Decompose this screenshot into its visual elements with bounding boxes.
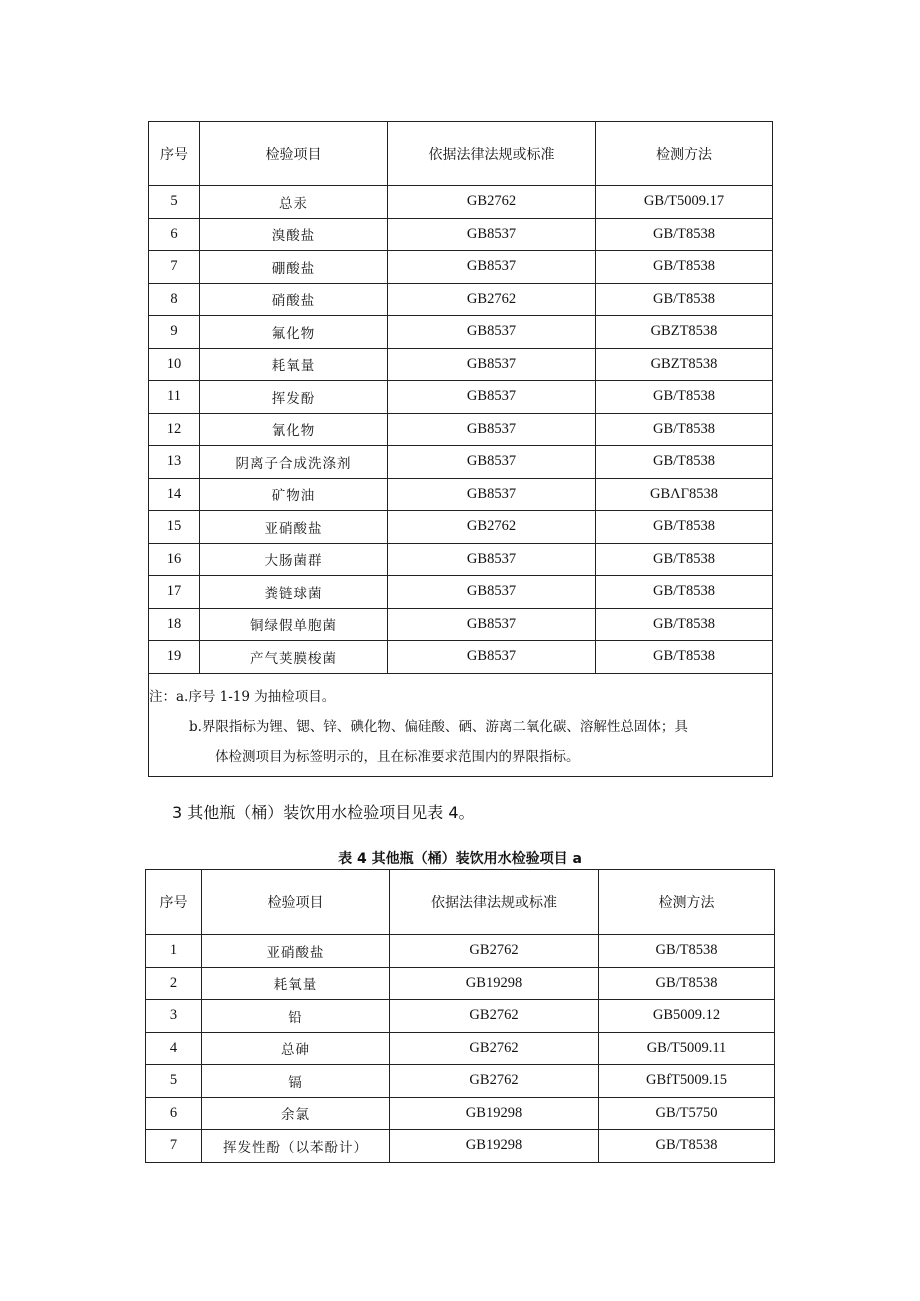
- cell-standard: GB8537: [388, 576, 596, 609]
- table-row: [149, 641, 773, 674]
- cell-item: 氰化物: [200, 413, 388, 446]
- cell-standard: GB2762: [390, 1032, 599, 1065]
- cell-method: GBfT5009.15: [599, 1065, 775, 1098]
- cell-method: GB/T8538: [599, 1130, 775, 1163]
- cell-item: 总砷: [202, 1032, 390, 1065]
- table-row: [149, 186, 773, 219]
- table-row: [149, 283, 773, 316]
- cell-seq: 17: [149, 576, 200, 609]
- cell-seq: 5: [146, 1065, 202, 1098]
- table-row: [149, 348, 773, 381]
- cell-standard: GB19298: [390, 967, 599, 1000]
- cell-seq: 7: [149, 251, 200, 284]
- cell-standard: GB8537: [388, 316, 596, 349]
- table-body: [146, 935, 775, 1163]
- cell-standard: GB2762: [390, 1065, 599, 1098]
- header-item: 检验项目: [202, 870, 390, 935]
- cell-method: GB/T5009.17: [596, 186, 773, 219]
- table-row: [149, 446, 773, 479]
- cell-seq: 10: [149, 348, 200, 381]
- cell-item: 耗氧量: [202, 967, 390, 1000]
- cell-item: 镉: [202, 1065, 390, 1098]
- table-row: [149, 608, 773, 641]
- cell-standard: GB2762: [388, 186, 596, 219]
- cell-seq: 16: [149, 543, 200, 576]
- table-note: [149, 673, 773, 776]
- cell-item: 矿物油: [200, 478, 388, 511]
- header-item: 检验项目: [200, 122, 388, 186]
- note-row: [149, 673, 773, 776]
- cell-standard: GB2762: [388, 511, 596, 544]
- cell-method: GB/T5009.11: [599, 1032, 775, 1065]
- cell-item: 产气荚膜梭菌: [200, 641, 388, 674]
- table-row: [146, 1097, 775, 1130]
- cell-standard: GB19298: [390, 1130, 599, 1163]
- header-method: 检测方法: [599, 870, 775, 935]
- cell-method: GB/T8538: [599, 967, 775, 1000]
- cell-method: GBZT8538: [596, 348, 773, 381]
- header-standard: 依据法律法规或标准: [390, 870, 599, 935]
- note-line-b-cont: 体检测项目为标签明示的，且在标准要求范围内的界限指标。: [215, 748, 580, 765]
- cell-method: GB/T8538: [596, 381, 773, 414]
- cell-seq: 3: [146, 1000, 202, 1033]
- table-row: [149, 251, 773, 284]
- cell-item: 阴离子合成洗涤剂: [200, 446, 388, 479]
- cell-standard: GB8537: [388, 218, 596, 251]
- cell-item: 挥发性酚（以苯酚计）: [202, 1130, 390, 1163]
- cell-seq: 1: [146, 935, 202, 968]
- table-row: [146, 1065, 775, 1098]
- table-row: [146, 1130, 775, 1163]
- cell-method: GBΛΓ8538: [596, 478, 773, 511]
- table-row: [146, 935, 775, 968]
- cell-seq: 12: [149, 413, 200, 446]
- cell-standard: GB8537: [388, 413, 596, 446]
- table-row: [149, 543, 773, 576]
- table-row: [149, 576, 773, 609]
- cell-item: 溴酸盐: [200, 218, 388, 251]
- inspection-items-table-4: [145, 869, 775, 1163]
- cell-standard: GB8537: [388, 381, 596, 414]
- table-row: [149, 511, 773, 544]
- table-body: [149, 186, 773, 674]
- cell-seq: 13: [149, 446, 200, 479]
- cell-method: GB/T8538: [596, 576, 773, 609]
- table-4-caption: 表 4 其他瓶（桶）装饮用水检验项目 a: [338, 851, 582, 867]
- cell-standard: GB8537: [388, 251, 596, 284]
- cell-standard: GB2762: [388, 283, 596, 316]
- cell-seq: 15: [149, 511, 200, 544]
- cell-seq: 6: [149, 218, 200, 251]
- cell-seq: 2: [146, 967, 202, 1000]
- cell-seq: 14: [149, 478, 200, 511]
- cell-method: GB/T8538: [596, 251, 773, 284]
- note-line-b: b.界限指标为锂、锶、锌、碘化物、偏硅酸、硒、游离二氧化碳、溶解性总固体；具: [189, 718, 688, 735]
- cell-item: 耗氧量: [200, 348, 388, 381]
- table-header-row: [146, 870, 775, 935]
- cell-seq: 6: [146, 1097, 202, 1130]
- header-seq: 序号: [149, 122, 200, 186]
- table-row: [146, 967, 775, 1000]
- table-row: [149, 381, 773, 414]
- cell-method: GB/T8538: [596, 543, 773, 576]
- cell-item: 硼酸盐: [200, 251, 388, 284]
- cell-item: 铅: [202, 1000, 390, 1033]
- cell-method: GB/T8538: [596, 641, 773, 674]
- cell-method: GB/T8538: [596, 413, 773, 446]
- cell-method: GBZT8538: [596, 316, 773, 349]
- cell-item: 粪链球菌: [200, 576, 388, 609]
- cell-method: GB/T8538: [599, 935, 775, 968]
- table-row: [149, 218, 773, 251]
- cell-item: 余氯: [202, 1097, 390, 1130]
- cell-method: GB/T8538: [596, 218, 773, 251]
- cell-item: 大肠菌群: [200, 543, 388, 576]
- cell-item: 氟化物: [200, 316, 388, 349]
- cell-standard: GB8537: [388, 641, 596, 674]
- header-method: 检测方法: [596, 122, 773, 186]
- cell-method: GB/T8538: [596, 608, 773, 641]
- table-row: [149, 316, 773, 349]
- cell-standard: GB8537: [388, 478, 596, 511]
- cell-method: GB/T8538: [596, 283, 773, 316]
- table-row: [146, 1032, 775, 1065]
- cell-method: GB/T5750: [599, 1097, 775, 1130]
- cell-standard: GB2762: [390, 1000, 599, 1033]
- cell-method: GB/T8538: [596, 511, 773, 544]
- cell-seq: 8: [149, 283, 200, 316]
- cell-item: 总汞: [200, 186, 388, 219]
- cell-item: 硝酸盐: [200, 283, 388, 316]
- table-row: [149, 478, 773, 511]
- cell-item: 亚硝酸盐: [200, 511, 388, 544]
- section-paragraph: 3 其他瓶（桶）装饮用水检验项目见表 4。: [172, 803, 475, 822]
- header-seq: 序号: [146, 870, 202, 935]
- inspection-items-table-3: [148, 121, 773, 777]
- table-row: [146, 1000, 775, 1033]
- cell-seq: 9: [149, 316, 200, 349]
- cell-seq: 5: [149, 186, 200, 219]
- table-row: [149, 413, 773, 446]
- cell-seq: 11: [149, 381, 200, 414]
- cell-seq: 18: [149, 608, 200, 641]
- cell-method: GB/T8538: [596, 446, 773, 479]
- note-line-a: 注：a.序号 1-19 为抽检项目。: [149, 688, 336, 705]
- cell-standard: GB8537: [388, 348, 596, 381]
- cell-seq: 4: [146, 1032, 202, 1065]
- header-standard: 依据法律法规或标准: [388, 122, 596, 186]
- cell-item: 亚硝酸盐: [202, 935, 390, 968]
- cell-standard: GB8537: [388, 446, 596, 479]
- table-header-row: [149, 122, 773, 186]
- cell-standard: GB8537: [388, 608, 596, 641]
- cell-seq: 19: [149, 641, 200, 674]
- cell-standard: GB2762: [390, 935, 599, 968]
- cell-standard: GB19298: [390, 1097, 599, 1130]
- cell-item: 挥发酚: [200, 381, 388, 414]
- cell-item: 铜绿假单胞菌: [200, 608, 388, 641]
- cell-method: GB5009.12: [599, 1000, 775, 1033]
- cell-seq: 7: [146, 1130, 202, 1163]
- cell-standard: GB8537: [388, 543, 596, 576]
